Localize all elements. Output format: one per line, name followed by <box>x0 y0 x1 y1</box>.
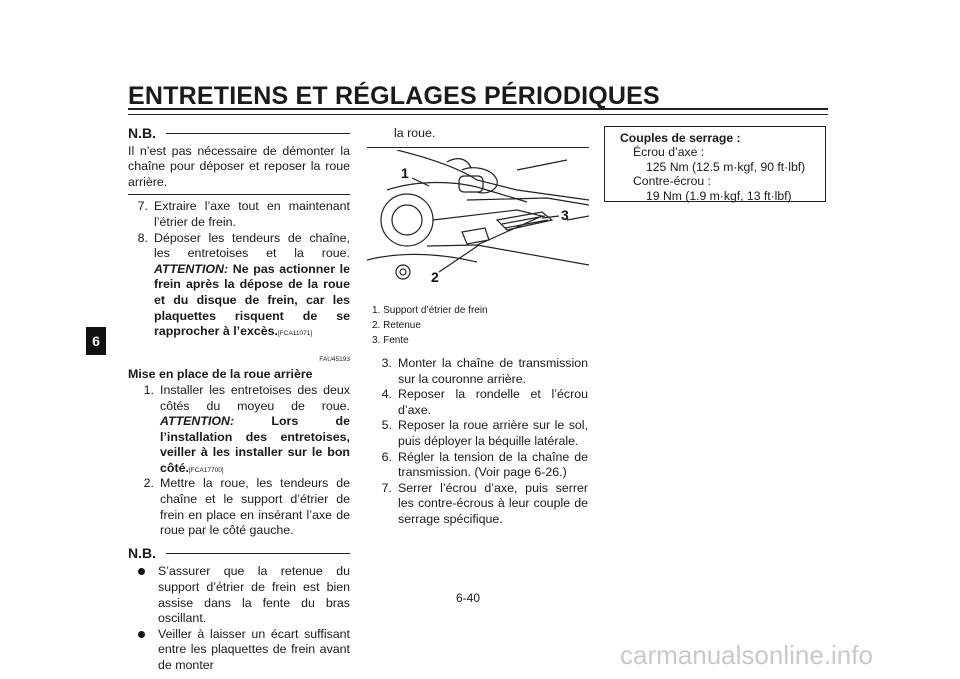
figure-illustration <box>367 150 589 296</box>
callout-2: 2 <box>431 269 439 285</box>
nb-heading <box>128 126 350 142</box>
nb-heading-2 <box>128 546 350 562</box>
figure-captions <box>372 303 588 348</box>
nb-label: N.B. <box>128 544 156 561</box>
caption-2: 2. Retenue <box>372 320 421 331</box>
attention-label: ATTENTION: <box>154 261 229 276</box>
step-8-text: Déposer les tendeurs de chaîne, les entretoises et la roue. <box>154 230 350 261</box>
install-heading: Mise en place de la roue arrière <box>128 367 313 382</box>
caution-code: [FCA11071] <box>277 330 313 338</box>
fau-code: FAU45193 <box>319 355 350 363</box>
attention-text: Ne pas actionner le frein après la dépose de la roue et du disque de frein, car les plaquettes risquent de se rapprocher à l’excès. <box>154 261 350 339</box>
middle-steps <box>372 356 588 528</box>
nb-label: N.B. <box>128 125 156 141</box>
torque-item-2-value: 19 Nm (1.9 m·kgf, 13 ft·lbf) <box>646 188 792 203</box>
torque-box <box>604 126 826 202</box>
bullet-dot <box>138 631 145 638</box>
torque-item-2-label: Contre-écrou : <box>633 174 711 189</box>
install-step-2: 2. Mettre la roue, les tendeurs de chaîne et le support d’étrier de frein en place en insérant l’axe de roue par le côté gauche. <box>143 476 350 538</box>
torque-item-1-value: 125 Nm (12.5 m·kgf, 90 ft·lbf) <box>646 159 806 174</box>
nb-end-rule <box>128 194 350 195</box>
caution-code: [FCA17700] <box>188 466 224 474</box>
torque-title: Couples de serrage : <box>620 131 741 145</box>
bullet-1: S’assurer que la retenue du support d’étrier de frein est bien assise dans la fente du bras oscillant. <box>128 564 350 626</box>
step-4: 4. Reposer la rondelle et l’écrou d’axe. <box>381 387 588 417</box>
page-title: ENTRETIENS ET RÉGLAGES PÉRIODIQUES <box>128 82 660 110</box>
page-number: 6-40 <box>456 591 481 605</box>
attention-text: Lors de l’installation des entretoises, veiller à les installer sur le bon côté. <box>160 414 350 475</box>
caption-3: 3. Fente <box>372 335 409 346</box>
step-8: 8. Déposer les tendeurs de chaîne, les entretoises et la roue. ATTENTION: Ne pas actionner le frein après la dépose de la roue et du disque de frein, car les plaquettes risquent de se rapprocher à l’excès.[FCA11071] <box>137 230 350 339</box>
step-5: 5. Reposer la roue arrière sur le sol, puis déployer la béquille latérale. <box>381 418 588 448</box>
step-7b: 7. Serrer l’écrou d’axe, puis serrer les contre-écrous à leur couple de serrage spécifique. <box>381 480 588 526</box>
bullet-2: Veiller à laisser un écart suffisant entre les plaquettes de frein avant de monter <box>128 627 350 674</box>
nb-text: Il n’est pas nécessaire de démonter la chaîne pour déposer et reposer la roue arrière. <box>128 143 350 189</box>
torque-item-1-label: Écrou d’axe : <box>633 145 705 160</box>
install-step-1: 1. Installer les entretoises des deux côtés du moyeu de roue. ATTENTION: Lors de l’installation des entretoises, veiller à les installer sur le bon côté.[FCA17700] <box>143 382 350 475</box>
step-3: 3. Monter la chaîne de transmission sur la couronne arrière. <box>381 356 588 386</box>
step-7: 7. Extraire l’axe tout en maintenant l’étrier de frein. <box>137 199 350 229</box>
callout-3: 3 <box>561 207 569 223</box>
nb-rule <box>166 553 350 554</box>
figure-top-rule <box>367 147 589 148</box>
callout-1: 1 <box>401 165 409 181</box>
caption-1: 1. Support d’étrier de frein <box>372 305 488 316</box>
attention-label: ATTENTION: <box>160 414 235 429</box>
nb-rule <box>166 133 350 134</box>
chapter-tab: 6 <box>86 327 106 355</box>
middle-continuation: la roue. <box>394 126 436 140</box>
title-rule <box>128 108 828 115</box>
watermark: carmanualsonline.info <box>620 640 873 670</box>
bullet-dot <box>138 568 145 575</box>
step-6: 6. Régler la tension de la chaîne de transmission. (Voir page 6-26.) <box>381 449 588 480</box>
left-column <box>128 126 350 674</box>
